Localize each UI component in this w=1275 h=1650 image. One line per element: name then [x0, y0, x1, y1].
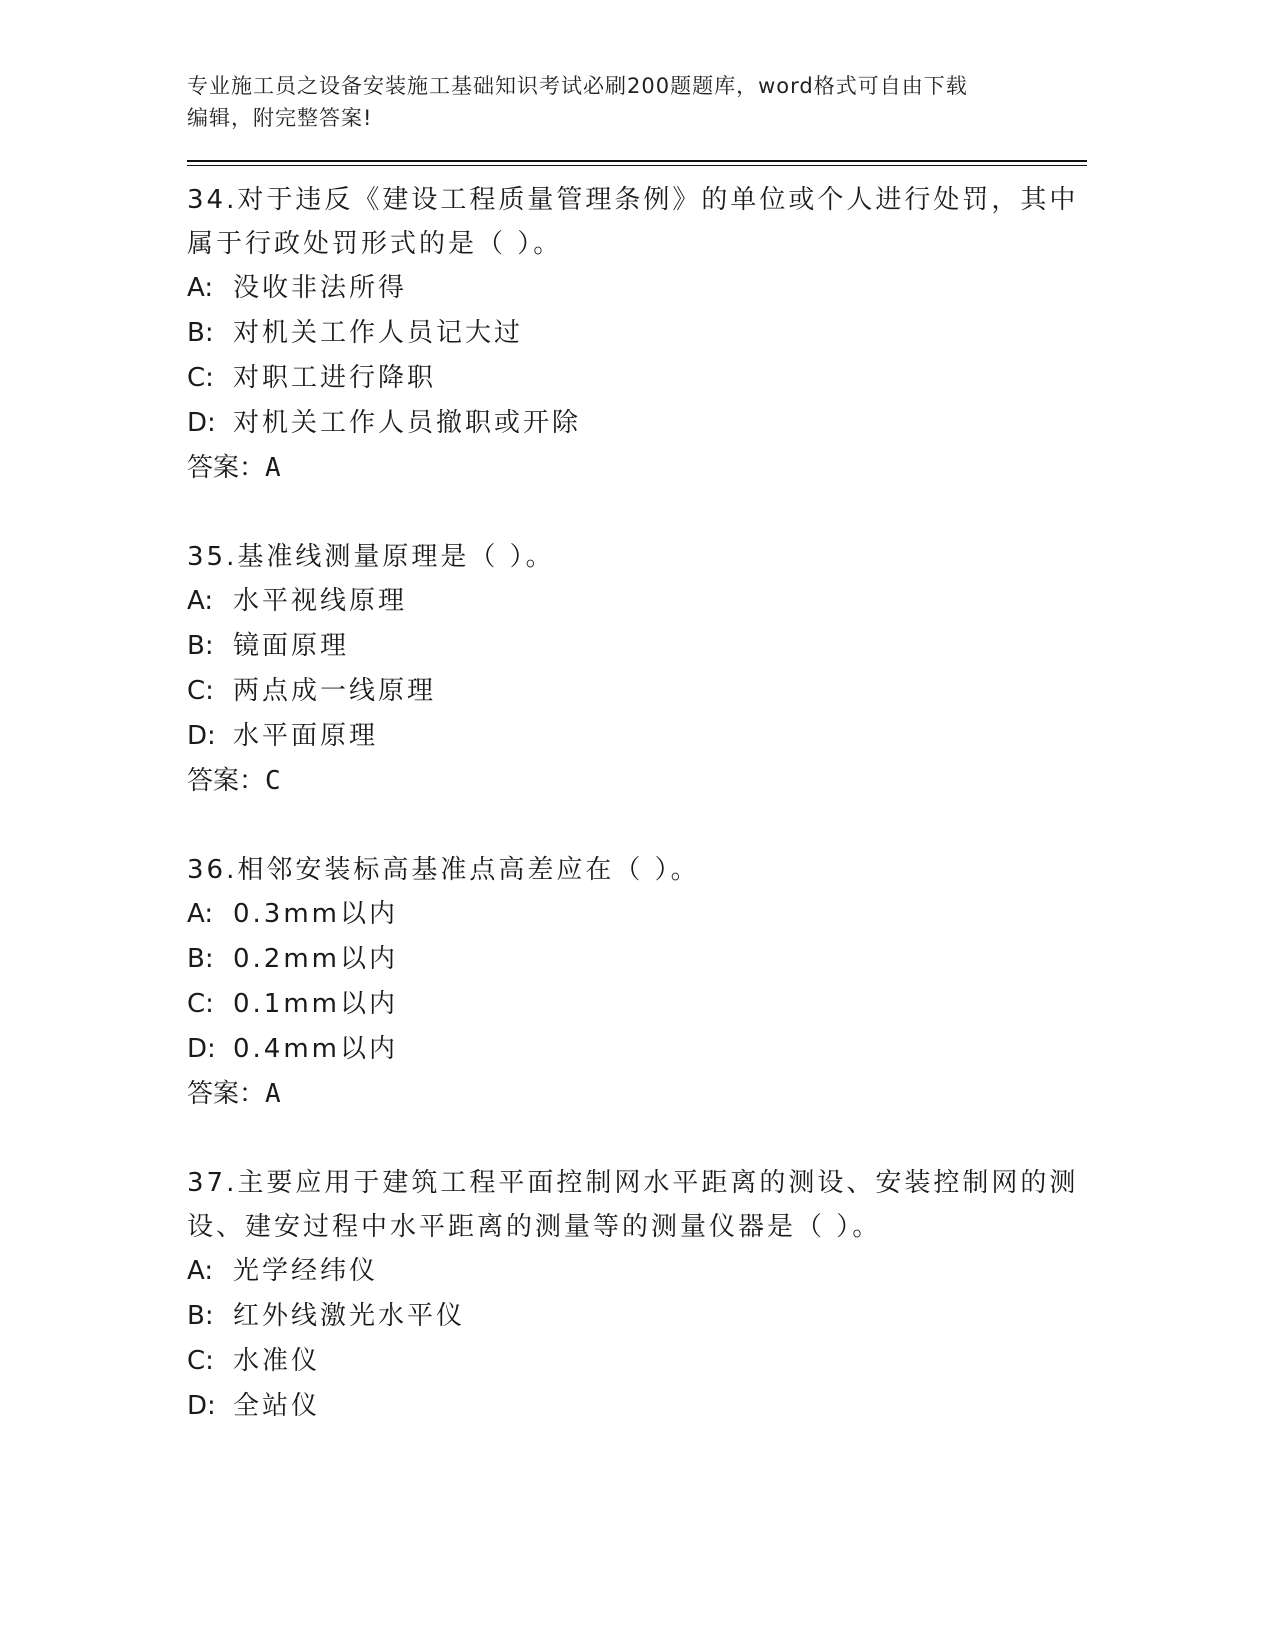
question-stem: 35.基准线测量原理是（ ）。 — [187, 542, 555, 572]
option-text: 水平面原理 — [233, 721, 379, 751]
answer-value: C — [265, 766, 281, 796]
option-c — [187, 356, 1087, 401]
option-b — [187, 937, 1087, 982]
answer-value: A — [265, 1079, 281, 1109]
option-text: 水准仪 — [233, 1346, 321, 1376]
option-text: 水平视线原理 — [233, 586, 408, 616]
option-d — [187, 1384, 1087, 1429]
option-text: 0.1mm以内 — [233, 989, 399, 1019]
option-text: 红外线激光水平仪 — [233, 1301, 466, 1331]
question-35 — [187, 535, 1087, 804]
option-text: 镜面原理 — [233, 631, 350, 661]
option-text: 两点成一线原理 — [233, 676, 437, 706]
option-letter: D: — [187, 1034, 216, 1064]
option-text: 对职工进行降职 — [233, 363, 437, 393]
answer-line — [187, 446, 1087, 491]
option-b — [187, 624, 1087, 669]
option-text: 0.2mm以内 — [233, 944, 399, 974]
answer-label: 答案： — [187, 1079, 266, 1109]
option-letter: D: — [187, 408, 216, 438]
header-line-2: 编辑，附完整答案! — [187, 106, 373, 130]
option-letter: C: — [187, 1346, 214, 1376]
option-letter: C: — [187, 989, 214, 1019]
option-letter: A: — [187, 586, 214, 616]
document-header — [187, 70, 1087, 134]
question-stem: 37.主要应用于建筑工程平面控制网水平距离的测设、安装控制网的测 — [187, 1168, 1079, 1198]
question-list — [187, 178, 1087, 1429]
option-letter: C: — [187, 676, 214, 706]
question-stem: 36.相邻安装标高基准点高差应在（ ）。 — [187, 855, 700, 885]
option-a — [187, 1249, 1087, 1294]
option-text: 对机关工作人员撤职或开除 — [233, 408, 582, 438]
header-divider — [187, 160, 1087, 162]
answer-label: 答案： — [187, 453, 266, 483]
answer-label: 答案： — [187, 766, 266, 796]
option-a — [187, 579, 1087, 624]
answer-line — [187, 759, 1087, 804]
option-b — [187, 1294, 1087, 1339]
option-d — [187, 401, 1087, 446]
option-b — [187, 311, 1087, 356]
option-letter: D: — [187, 721, 216, 751]
option-letter: A: — [187, 1256, 214, 1286]
question-34 — [187, 178, 1087, 491]
answer-line — [187, 1072, 1087, 1117]
header-divider-thin — [187, 165, 1087, 166]
option-d — [187, 714, 1087, 759]
document-page — [187, 70, 1087, 1473]
option-text: 全站仪 — [233, 1391, 321, 1421]
answer-value: A — [265, 453, 281, 483]
option-letter: A: — [187, 273, 214, 303]
question-37 — [187, 1161, 1087, 1429]
question-stem: 34.对于违反《建设工程质量管理条例》的单位或个人进行处罚，其中 — [187, 185, 1079, 215]
option-text: 对机关工作人员记大过 — [233, 318, 524, 348]
option-letter: B: — [187, 318, 214, 348]
option-letter: B: — [187, 944, 214, 974]
option-letter: A: — [187, 899, 214, 929]
question-36 — [187, 848, 1087, 1117]
option-c — [187, 669, 1087, 714]
option-text: 0.4mm以内 — [233, 1034, 399, 1064]
option-text: 0.3mm以内 — [233, 899, 399, 929]
option-letter: B: — [187, 1301, 214, 1331]
question-stem-continued: 设、建安过程中水平距离的测量等的测量仪器是（ ）。 — [187, 1212, 882, 1242]
option-c — [187, 982, 1087, 1027]
option-a — [187, 266, 1087, 311]
option-letter: C: — [187, 363, 214, 393]
option-text: 光学经纬仪 — [233, 1256, 379, 1286]
header-line-1: 专业施工员之设备安装施工基础知识考试必刷200题题库，word格式可自由下载 — [187, 74, 968, 98]
option-letter: B: — [187, 631, 214, 661]
option-c — [187, 1339, 1087, 1384]
question-stem-continued: 属于行政处罚形式的是（ ）。 — [187, 229, 563, 259]
option-letter: D: — [187, 1391, 216, 1421]
option-a — [187, 892, 1087, 937]
option-text: 没收非法所得 — [233, 273, 408, 303]
option-d — [187, 1027, 1087, 1072]
